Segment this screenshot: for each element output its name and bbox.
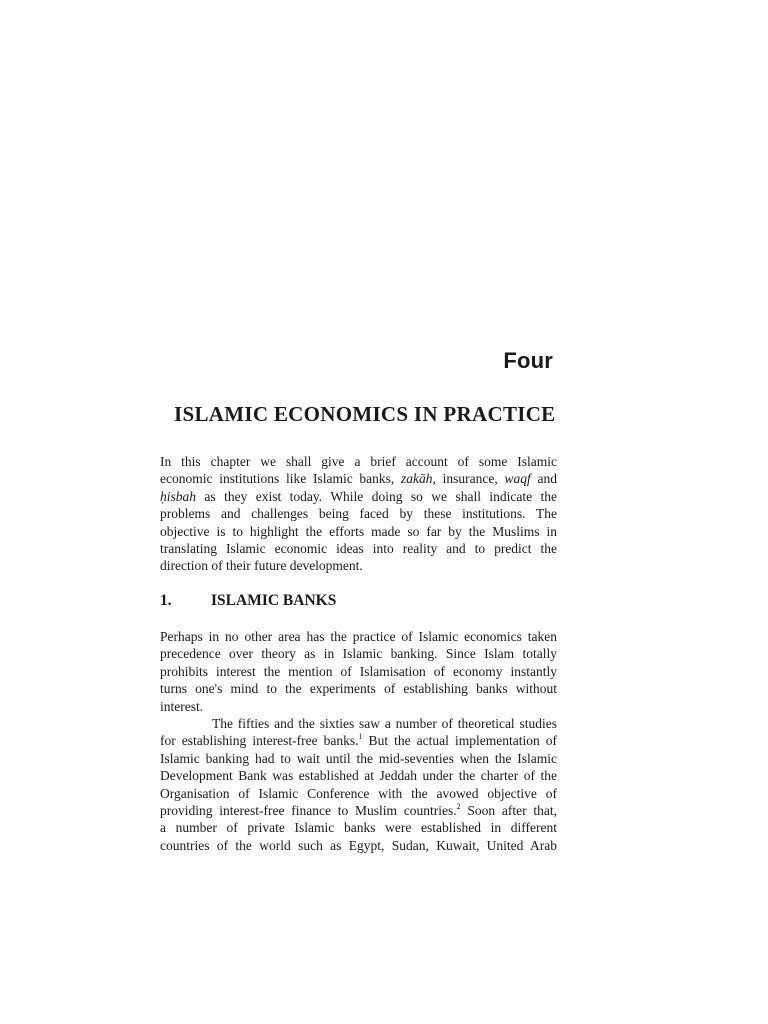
paragraph1-line: interest. bbox=[160, 698, 204, 714]
paragraph1-line: prohibits interest the mention of Islamisation of economy instantly bbox=[160, 663, 557, 679]
intro-line bbox=[160, 470, 557, 487]
chapter-title: ISLAMIC ECONOMICS IN PRACTICE bbox=[174, 402, 556, 426]
paragraph2-text: providing interest-free finance to Muslim countries. bbox=[160, 802, 457, 818]
footnote-marker[interactable]: 2 bbox=[456, 801, 461, 811]
intro-line-text: economic institutions like Islamic banks, zakāh, insurance, waqf and bbox=[160, 471, 557, 487]
paragraph2-line bbox=[160, 802, 557, 819]
italic-term: zakāh bbox=[401, 471, 433, 487]
intro-line: direction of their future development. bbox=[160, 558, 363, 574]
chapter-number: Four bbox=[503, 348, 553, 373]
italic-term: ḥisbah bbox=[160, 488, 197, 504]
paragraph2-text: But the actual implementation of bbox=[362, 733, 558, 749]
body-text bbox=[160, 628, 557, 854]
intro-line: In this chapter we shall give a brief account of some Islamic bbox=[160, 454, 557, 469]
intro-line: translating Islamic economic ideas into reality and to predict the bbox=[160, 540, 557, 556]
paragraph2-line bbox=[160, 732, 557, 749]
section-title: ISLAMIC BANKS bbox=[211, 592, 337, 609]
paragraph2-line: Development Bank was established at Jeddah under the charter of the bbox=[160, 768, 557, 784]
paragraph2-line: Islamic banking had to wait until the mid-seventies when the Islamic bbox=[160, 750, 557, 766]
paragraph2-line: a number of private Islamic banks were established in different bbox=[160, 820, 557, 836]
paragraph1-line: precedence over theory as in Islamic banking. Since Islam totally bbox=[160, 646, 557, 662]
paragraph2-line: The fifties and the sixties saw a number of theoretical studies bbox=[212, 715, 557, 731]
intro-line: ḥisbah as they exist today. While doing so we shall indicate the bbox=[160, 488, 557, 504]
paragraph1-line: Perhaps in no other area has the practice of Islamic economics taken bbox=[160, 629, 557, 644]
section-number: 1. bbox=[160, 592, 172, 609]
intro-line: objective is to highlight the efforts made so far by the Muslims in bbox=[160, 523, 557, 539]
paragraph2-line: Organisation of Islamic Conference with the avowed objective of bbox=[160, 785, 557, 801]
italic-term: waqf bbox=[504, 471, 531, 487]
intro-paragraph bbox=[160, 453, 557, 575]
paragraph2-text: Soon after that, bbox=[460, 802, 557, 818]
intro-line: problems and challenges being faced by these institutions. The bbox=[160, 506, 557, 522]
footnote-marker[interactable]: 1 bbox=[358, 732, 363, 742]
section-heading bbox=[160, 592, 336, 610]
paragraph2-line: countries of the world such as Egypt, Sudan, Kuwait, United Arab bbox=[160, 837, 557, 853]
paragraph2-text: for establishing interest-free banks. bbox=[160, 733, 359, 749]
paragraph1-line: turns one's mind to the experiments of establishing banks without bbox=[160, 681, 557, 697]
